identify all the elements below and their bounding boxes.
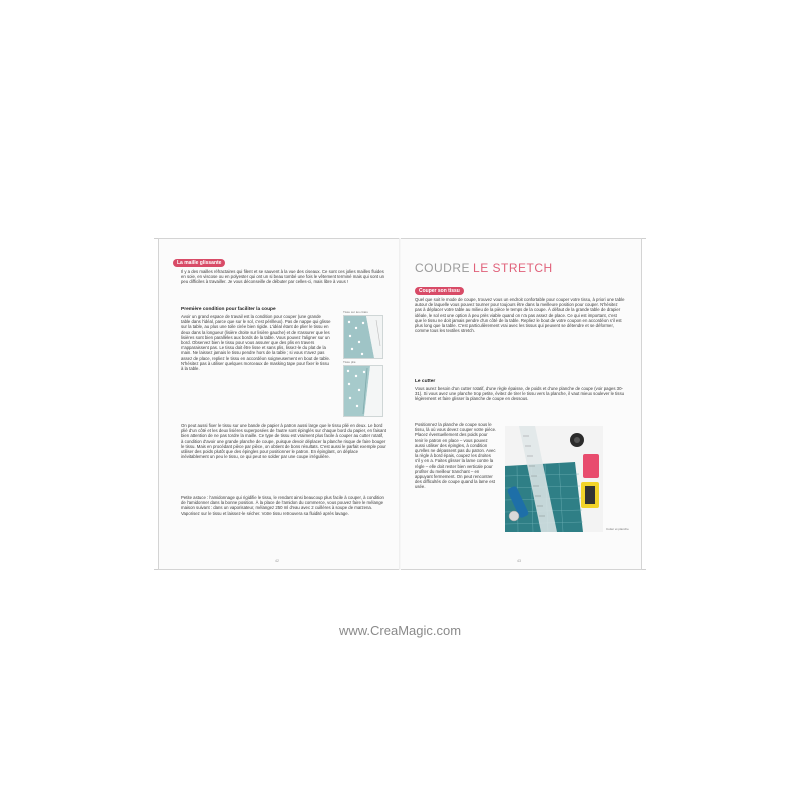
page-number-left: 42 bbox=[275, 559, 279, 563]
section-tag-maille-glissante: La maille glissante bbox=[173, 259, 225, 267]
chapter-title bbox=[415, 261, 553, 275]
subheading-le-cutter: Le cutter bbox=[415, 379, 436, 384]
subheading-premiere-condition: Première condition pour faciliter la coupe bbox=[181, 307, 276, 312]
figure-caption-1: Tissu sur les côtés bbox=[343, 310, 368, 314]
fabric-photo-1 bbox=[343, 315, 383, 359]
figure-caption-2: Tissu plié bbox=[343, 360, 356, 364]
page-edge-right bbox=[642, 238, 646, 570]
chapter-title-part2: LE STRETCH bbox=[473, 261, 553, 275]
cutting-mat-drawing bbox=[505, 426, 603, 532]
fabric-photo-1-drawing bbox=[344, 316, 382, 358]
page-number-right: 43 bbox=[517, 559, 521, 563]
intro-paragraph: Il y a des mailles réfractaires qui filent et se sauvent à la vue des ciseaux. Ce sont ces jolies mailles fluides en soie, en viscose ou en polyester qui ont un si beau tombé une fois le vêtement terminé mais qui sont un peu difficiles à travailler. Je vous déconseille de débuter par celles-ci, mais libre à vous ! bbox=[181, 269, 385, 285]
watermark-text: www.CreaMagic.com bbox=[338, 623, 462, 638]
photo-caption: Cutter et planche bbox=[606, 527, 629, 531]
section-tag-couper-son-tissu: Couper son tissu bbox=[415, 287, 464, 295]
fabric-photo-2 bbox=[343, 365, 383, 417]
chapter-title-part1: COUDRE bbox=[415, 261, 471, 275]
pinning-paragraph: On peut aussi fixer le tissu sur une bande de papier à patron aussi large que le tissu plié en deux. Le bord plié d'un côté et les deux lisières superposées de l'autre sont épinglés sur chaque bord du papier, en faisant bien attention de ne pas tordre la maille. Ce type de tissu est vraiment plus facile à couper au cutter rotatif, à condition d'avoir une grande planche de coupe, puisque devoir déplacer la planche risque de faire bouger le tissu. Mais en procédant pièce par pièce, on obtient de bons résultats. C'est aussi le parfait exemple pour utiliser des poids plutôt que des épingles pour positionner le patron. En épinglant, on déplace inévitablement un peu le tissu, ce qui peut se solder par une coupe irrégulière. bbox=[181, 423, 386, 460]
couper-paragraph: Quel que soit le mode de coupe, trouvez vous un endroit confortable pour couper votre tissu, à priori une table autour de laquelle vous pouvez tourner pour toujours être dans la meilleure position pour couper. N'hésitez pas à déplacer votre table au milieu de la pièce le temps de la coupe. À défaut de la grande table de drapier idéale, le sol est une option à peu près viable quand on n'a pas assez de place. Ce qui est important, c'est que le tissu ne doit jamais pendre d'un côté de la table. Repliez le bout de votre coupon en accordéon s'il est plus long que la table. C'est particulièrement vrai avec les tissus qui peuvent se détendre et se déformer, comme tous les textiles stretch. bbox=[415, 297, 625, 334]
astuce-paragraph: Petite astuce : l'amidonnage qui rigidifie le tissu, le rendant ainsi beaucoup plus facile à couper, à condition de l'amidonner dans la bonne position. À la place de l'amidon du commerce, vous pouvez faire le mélange maison suivant : dans un vaporisateur, mélangez 250 ml d'eau avec 2 cuillères à soupe de maïzena. Vaporisez sur le tissu et laissez-le sécher. Votre tissu retrouvera sa fluidité après lavage. bbox=[181, 495, 384, 516]
cutter-paragraph: Vous aurez besoin d'un cutter rotatif, d'une règle épaisse, de poids et d'une planche de coupe (voir pages 30-31). Si vous avez une planche trop petite, évitez de tirer le tissu vers la planche, il vaut mieux soulever le tissu légèrement et faire glisser la planche de coupe en dessous. bbox=[415, 386, 624, 402]
spread-gutter bbox=[399, 238, 401, 570]
condition-paragraph: Avoir un grand espace de travail est la condition pour couper (une grande table dans l'idéal, parce que sur le sol, c'est périlleux). Pas de nappe qui glisse sur la table, au plus une toile cirée bien rigide. L'idéal étant de plier le tissu en deux dans la longueur (lisière droite sur lisière gauche) et de s'assurer que les lisières sont bien parallèles aux bords de la table. Vous pouvez l'aligner sur un bord. Observez bien le tissu pour vous assurer que des plis en travers n'apparaissent pas. Le tissu doit être lisse et sans plis, lissez-le du plat de la main. Ne laissez jamais le tissu pendre hors de la table ; si vous n'avez pas assez de place, repliez le tissu en accordéon soigneusement en bout de table. N'hésitez pas à utiliser quelques morceaux de masking tape pour fixer le tissu à la table. bbox=[181, 314, 331, 372]
fabric-photo-2-drawing bbox=[344, 366, 382, 416]
cutting-mat-photo bbox=[505, 426, 603, 532]
positioning-paragraph: Positionnez la planche de coupe sous le tissu, là où vous devez couper votre pièce. Placez éventuellement des poids pour tenir le patron en place – vous pouvez aussi utiliser des épingles, à condition qu'elles ne dépassent pas du patron. Avec la règle à bord épais, coupez les droites s'il y en a. Faites glisser la lame contre la règle – elle doit rester bien verticale pour profiter du meilleur tranchant – en appuyant fermement. On peut rencontrer des difficultés de coupe quand la lame est usée. bbox=[415, 422, 497, 490]
